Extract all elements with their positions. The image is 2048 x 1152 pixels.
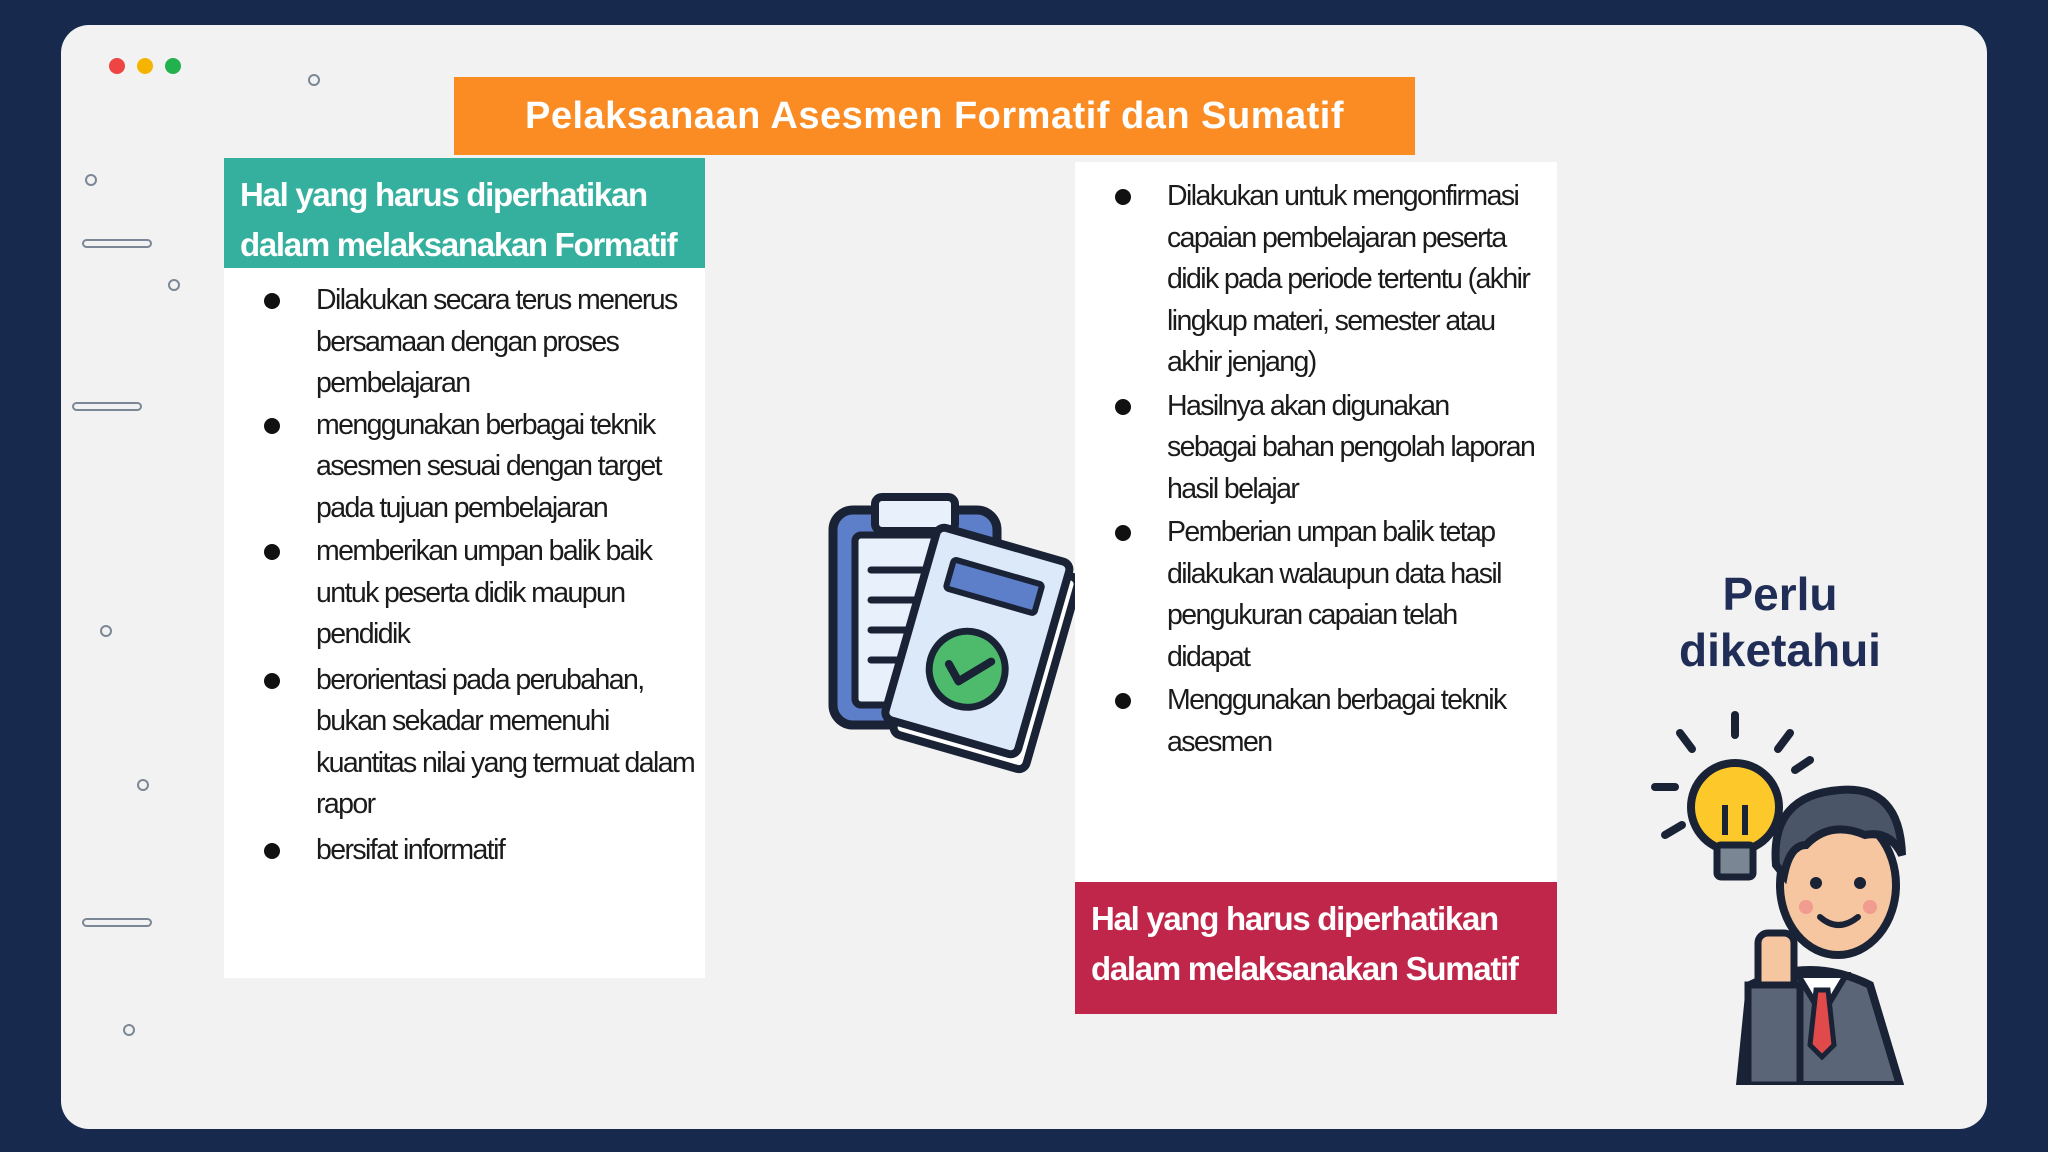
decor-ring bbox=[85, 174, 97, 186]
decor-ring bbox=[100, 625, 112, 637]
list-item: Menggunakan berbagai teknik asesmen bbox=[1167, 680, 1539, 763]
slide-title: Pelaksanaan Asesmen Formatif dan Sumatif bbox=[454, 77, 1415, 155]
decor-bar bbox=[82, 239, 152, 248]
decor-ring bbox=[308, 74, 320, 86]
decor-ring bbox=[168, 279, 180, 291]
formatif-panel bbox=[224, 158, 705, 978]
list-item: Pemberian umpan balik tetap dilakukan walaupun data hasil pengukuran capaian telah didapat bbox=[1167, 512, 1539, 678]
note-line1: Perlu bbox=[1722, 568, 1838, 620]
list-item: Hasilnya akan digunakan sebagai bahan pengolah laporan hasil belajar bbox=[1167, 386, 1539, 511]
sumatif-list bbox=[1075, 162, 1557, 763]
sumatif-panel bbox=[1075, 162, 1557, 1014]
list-item: menggunakan berbagai teknik asesmen sesuai dengan target pada tujuan pembelajaran bbox=[316, 405, 695, 530]
formatif-heading-line1: Hal yang harus diperhatikan bbox=[240, 176, 647, 213]
note-text bbox=[1650, 566, 1910, 678]
list-item: berorientasi pada perubahan, bukan sekadar memenuhi kuantitas nilai yang termuat dalam rapor bbox=[316, 660, 695, 826]
clipboard-check-icon bbox=[765, 475, 1085, 775]
sumatif-heading bbox=[1075, 882, 1557, 1014]
formatif-list bbox=[224, 268, 705, 871]
idea-person-icon bbox=[1570, 685, 1910, 1085]
list-item: Dilakukan secara terus menerus bersamaan dengan proses pembelajaran bbox=[316, 280, 695, 405]
note-line2: diketahui bbox=[1679, 624, 1881, 676]
sumatif-heading-line2: dalam melaksanakan Sumatif bbox=[1091, 950, 1518, 987]
list-item: bersifat informatif bbox=[316, 830, 695, 872]
decor-ring bbox=[123, 1024, 135, 1036]
list-item: memberikan umpan balik baik untuk peserta didik maupun pendidik bbox=[316, 531, 695, 656]
list-item: Dilakukan untuk mengonfirmasi capaian pembelajaran peserta didik pada periode tertentu (akhir lingkup materi, semester atau akhir jenjang) bbox=[1167, 176, 1539, 384]
decor-ring bbox=[137, 779, 149, 791]
decor-bar bbox=[72, 402, 142, 411]
sumatif-heading-line1: Hal yang harus diperhatikan bbox=[1091, 900, 1498, 937]
decor-bar bbox=[82, 918, 152, 927]
window-minimize-button[interactable] bbox=[137, 58, 153, 74]
window-maximize-button[interactable] bbox=[165, 58, 181, 74]
formatif-heading-line2: dalam melaksanakan Formatif bbox=[240, 226, 677, 263]
formatif-heading bbox=[224, 158, 705, 268]
window-close-button[interactable] bbox=[109, 58, 125, 74]
